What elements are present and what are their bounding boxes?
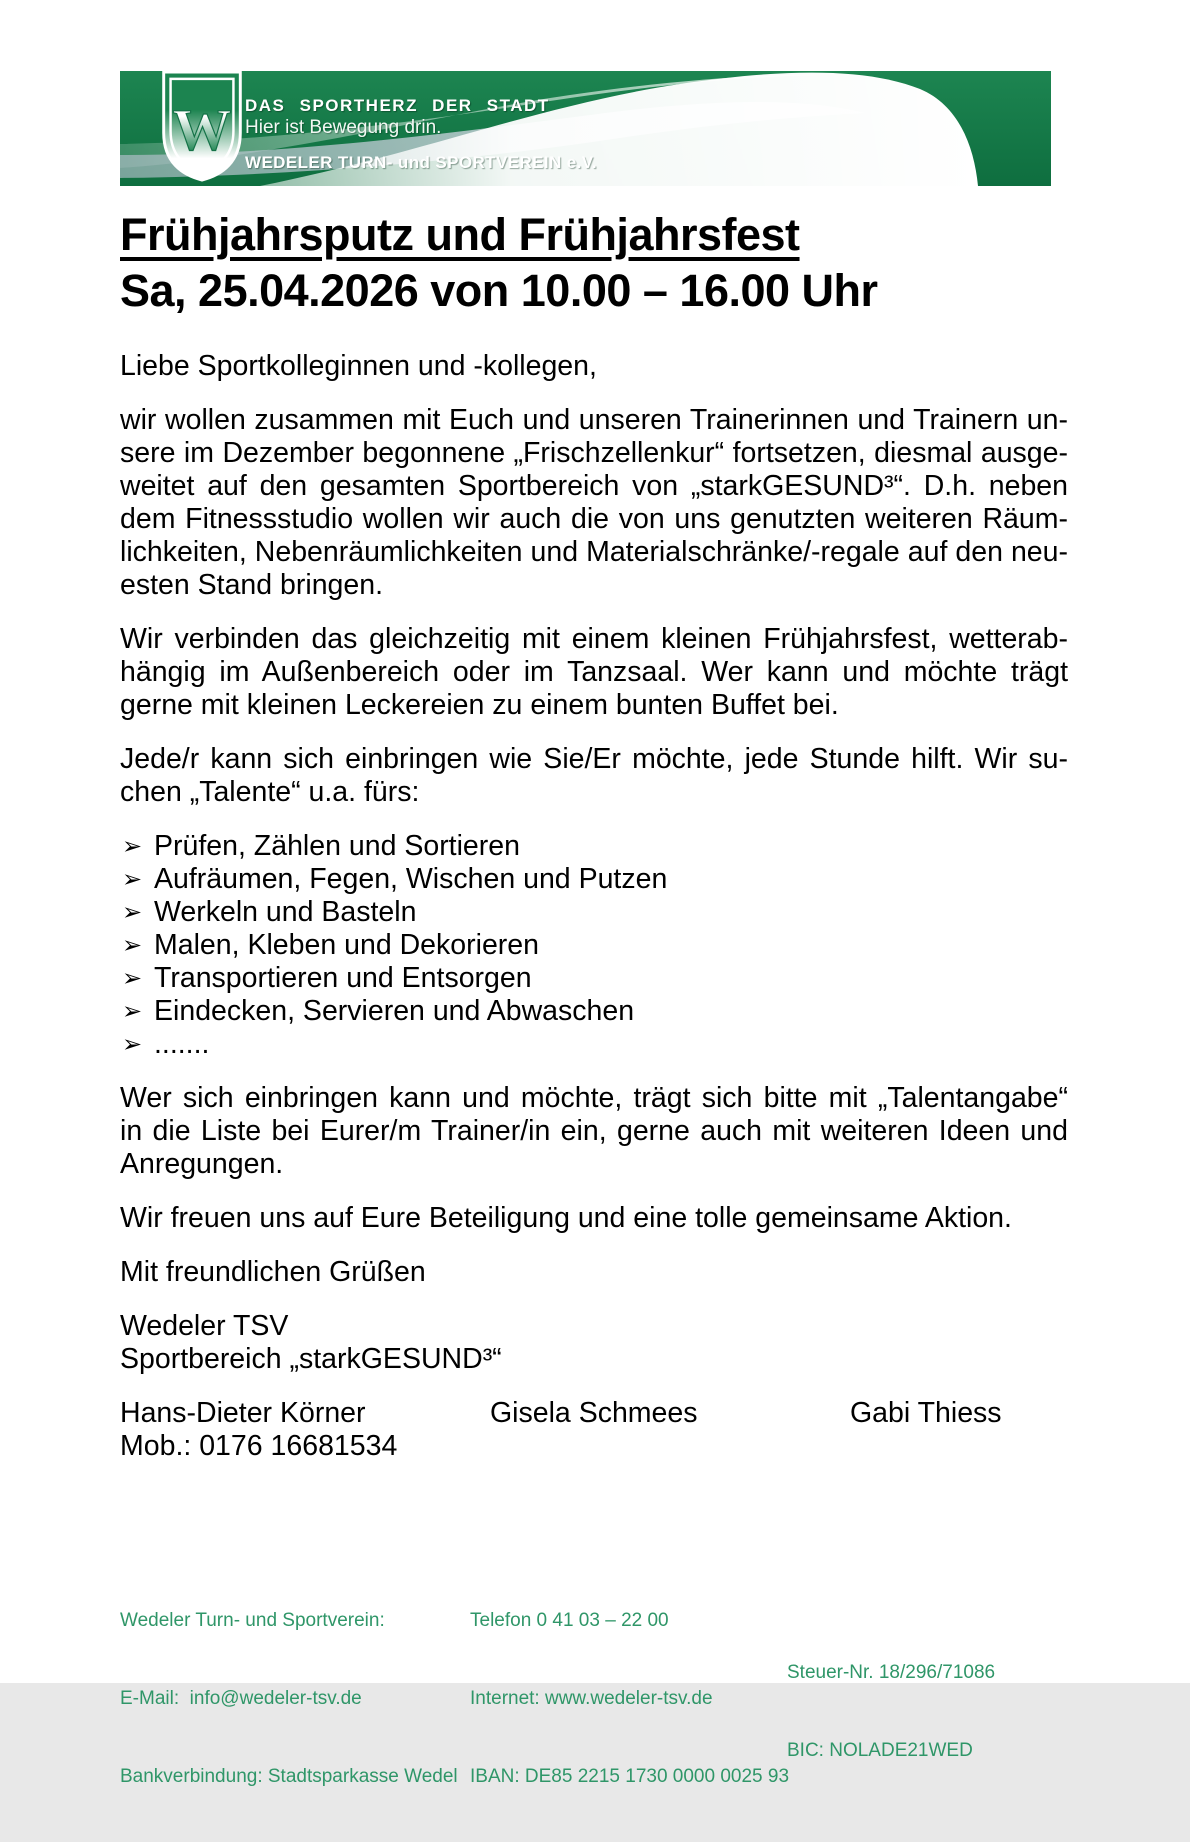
body-paragraph-1 (120, 404, 1068, 602)
paragraph-line: hängig im Außenbereich oder im Tanzsaal. Wer kann und möchte trägt (120, 656, 1068, 688)
talent-list (120, 830, 1068, 1061)
footer-bic: BIC: NOLADE21WED (787, 1740, 973, 1761)
list-item (120, 995, 1068, 1028)
list-item-text: Prüfen, Zählen und Sortieren (154, 830, 520, 862)
signature-name: Gabi Thiess (850, 1397, 1002, 1429)
paragraph-line: Anregungen. (120, 1148, 284, 1180)
arrow-bullet-icon: ➢ (122, 833, 143, 860)
paragraph-line: wir wollen zusammen mit Euch und unseren Trainerinnen und Trainern un- (120, 404, 1068, 436)
list-item-text: Aufräumen, Fegen, Wischen und Putzen (154, 863, 668, 895)
signature-name: Hans-Dieter Körner (120, 1397, 366, 1429)
paragraph-line: sere im Dezember begonnene „Frischzellenkur“ fortsetzen, diesmal ausge- (120, 437, 1068, 469)
paragraph-line: lichkeiten, Nebenräumlichkeiten und Materialschränke/-regale auf den neu- (120, 536, 1068, 568)
arrow-bullet-icon: ➢ (122, 1031, 143, 1058)
body-paragraph-3 (120, 743, 1068, 809)
paragraph-line: chen „Talente“ u.a. fürs: (120, 776, 420, 808)
salutation: Liebe Sportkolleginnen und -kollegen, (120, 350, 597, 382)
arrow-bullet-icon: ➢ (122, 965, 143, 992)
arrow-bullet-icon: ➢ (122, 998, 143, 1025)
logo-letter: W (172, 96, 232, 163)
list-item (120, 896, 1068, 929)
paragraph-line: Wir verbinden das gleichzeitig mit einem kleinen Frühjahrsfest, wetterab- (120, 623, 1068, 655)
sender-department: Sportbereich „starkGESUND³“ (120, 1343, 502, 1375)
footer-column-org (120, 1556, 458, 1842)
list-item-text: ....... (154, 1028, 210, 1060)
arrow-bullet-icon: ➢ (122, 932, 143, 959)
body-paragraph-4 (120, 1082, 1068, 1181)
body-paragraph-2 (120, 623, 1068, 722)
banner-tagline-2: Hier ist Bewegung drin. (245, 117, 442, 138)
list-item (120, 863, 1068, 896)
paragraph-line: gerne mit kleinen Leckereien zu einem bunten Buffet bei. (120, 689, 839, 721)
thanks-line: Wir freuen uns auf Eure Beteiligung und eine tolle gemeinsame Aktion. (120, 1202, 1012, 1234)
paragraph-line: weitet auf den gesamten Sportbereich von „starkGESUND³“. D.h. neben (120, 470, 1068, 502)
footer-column-tax (787, 1556, 995, 1816)
letter-body (120, 207, 1068, 1463)
sender-block (120, 1310, 1068, 1376)
page-footer (120, 1556, 1090, 1787)
paragraph-line: in die Liste bei Eurer/m Trainer/in ein, gerne auch mit weiteren Ideen und (120, 1115, 1068, 1147)
paragraph-line: Wer sich einbringen kann und möchte, trägt sich bitte mit „Talentangabe“ (120, 1082, 1068, 1114)
title-line-1: Frühjahrsputz und Frühjahrsfest (120, 209, 800, 260)
paragraph-line: dem Fitnessstudio wollen wir auch die von uns genutzten weiteren Räum- (120, 503, 1068, 535)
signature-name: Gisela Schmees (490, 1397, 698, 1429)
footer-email: E-Mail: info@wedeler-tsv.de (120, 1688, 362, 1709)
list-item-text: Transportieren und Entsorgen (154, 962, 532, 994)
title-line-2: Sa, 25.04.2026 von 10.00 – 16.00 Uhr (120, 265, 878, 316)
banner-tagline-1: DAS SPORTHERZ DER STADT (245, 96, 550, 115)
signature-row (120, 1397, 1068, 1430)
footer-bank: Bankverbindung: Stadtsparkasse Wedel (120, 1766, 458, 1787)
footer-website: Internet: www.wedeler-tsv.de (470, 1688, 713, 1709)
list-item (120, 929, 1068, 962)
arrow-bullet-icon: ➢ (122, 866, 143, 893)
footer-org-name: Wedeler Turn- und Sportverein: (120, 1610, 385, 1631)
arrow-bullet-icon: ➢ (122, 899, 143, 926)
footer-column-contact (470, 1556, 789, 1842)
mobile-number: Mob.: 0176 16681534 (120, 1430, 398, 1462)
list-item (120, 962, 1068, 995)
footer-iban: IBAN: DE85 2215 1730 0000 0025 93 (470, 1766, 790, 1787)
page-title (120, 207, 1068, 319)
paragraph-line: esten Stand bringen. (120, 569, 384, 601)
list-item-text: Werkeln und Basteln (154, 896, 417, 928)
sender-org: Wedeler TSV (120, 1310, 289, 1342)
paragraph-line: Jede/r kann sich einbringen wie Sie/Er möchte, jede Stunde hilft. Wir su- (120, 743, 1068, 775)
regards-line: Mit freundlichen Grüßen (120, 1256, 426, 1288)
banner-org-name: WEDELER TURN- und SPORTVEREIN e.V. (245, 153, 598, 172)
club-logo-shield (156, 71, 248, 181)
list-item-text: Malen, Kleben und Dekorieren (154, 929, 539, 961)
list-item-text: Eindecken, Servieren und Abwaschen (154, 995, 635, 1027)
list-item (120, 1028, 1068, 1061)
header-banner (120, 71, 1051, 186)
list-item (120, 830, 1068, 863)
footer-tax-number: Steuer-Nr. 18/296/71086 (787, 1662, 996, 1683)
footer-phone: Telefon 0 41 03 – 22 00 (470, 1610, 669, 1631)
